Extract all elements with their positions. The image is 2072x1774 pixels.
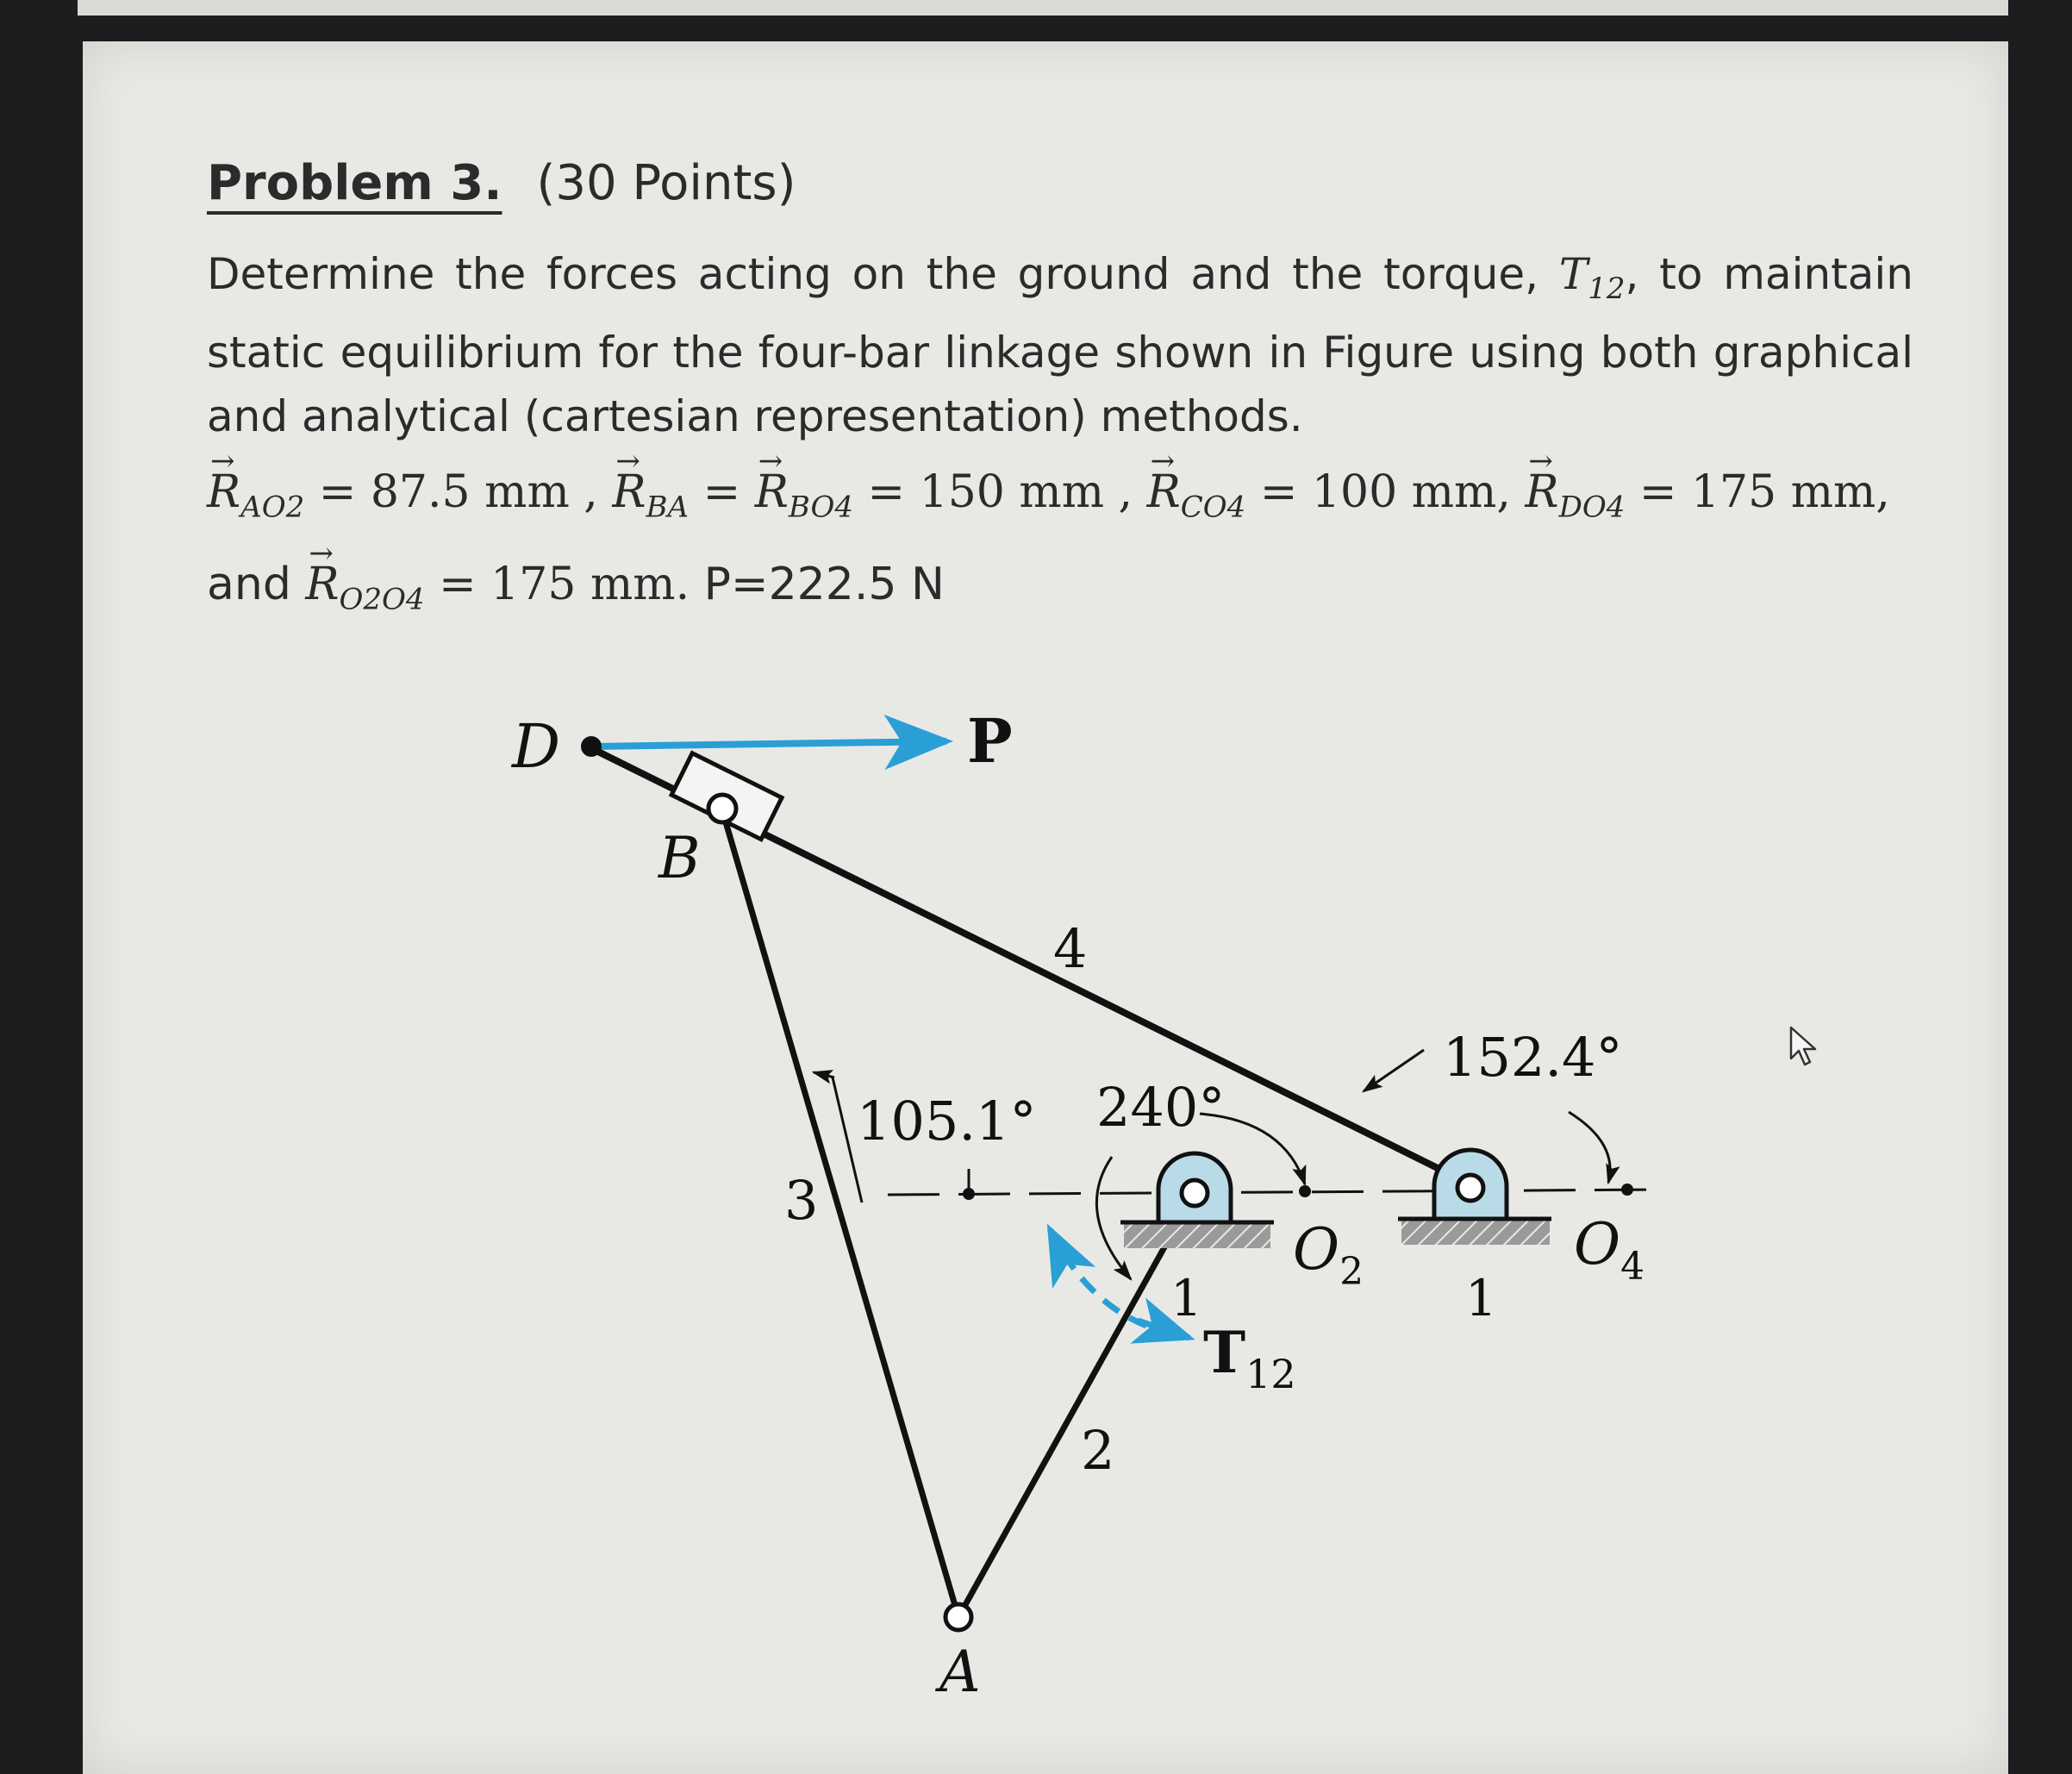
t-letter: T — [1203, 1319, 1246, 1386]
joint-a — [946, 1604, 971, 1630]
vector-subscript: CO4 — [1180, 490, 1246, 525]
label-link-3: 3 — [784, 1169, 819, 1232]
label-d: D — [512, 711, 561, 782]
r-bo4-value: = 150 mm , — [867, 466, 1133, 518]
problem-points: (30 Points) — [536, 155, 796, 211]
label-o4 — [1574, 1211, 1644, 1289]
label-t12 — [1203, 1319, 1296, 1397]
label-link-2: 2 — [1081, 1419, 1115, 1482]
o2-subscript: 2 — [1339, 1250, 1364, 1294]
angle-105-arrow — [814, 1072, 834, 1078]
label-ground-1-right: 1 — [1465, 1269, 1497, 1327]
r-o2o4-value: = 175 mm. — [439, 559, 690, 611]
label-o2 — [1293, 1216, 1364, 1294]
link-3 — [722, 810, 958, 1617]
vector-subscript: BA — [646, 490, 690, 525]
vector-symbol: R — [207, 466, 241, 518]
force-p-arrow — [593, 741, 946, 746]
o4-letter: O — [1574, 1211, 1621, 1277]
r-do4-value: = 175 mm, — [1638, 466, 1890, 518]
angle-152-leader — [1364, 1050, 1424, 1091]
o2-letter: O — [1293, 1216, 1340, 1283]
label-p: P — [967, 705, 1013, 777]
statement-part1: Determine the forces acting on the ground and the torque, — [207, 249, 1539, 299]
t-subscript: 12 — [1245, 1351, 1296, 1397]
reference-dot-middle — [1299, 1185, 1311, 1197]
reference-dot-left — [963, 1188, 975, 1200]
label-b: B — [658, 825, 701, 891]
pivot-o2 — [1120, 1153, 1274, 1248]
vector-subscript: BO4 — [788, 490, 853, 525]
r-ao2-value: = 87.5 mm , — [318, 466, 598, 518]
reference-line — [888, 1190, 1663, 1195]
label-ground-1-left: 1 — [1170, 1269, 1202, 1327]
vector-subscript: O2O4 — [339, 582, 425, 617]
joint-b — [708, 795, 736, 822]
angle-152-arc — [1569, 1112, 1610, 1183]
label-angle-240: 240° — [1096, 1076, 1226, 1139]
r-co4-value: = 100 mm, — [1259, 466, 1511, 518]
torque-letter: T — [1558, 249, 1588, 299]
vector-subscript: AO2 — [240, 490, 305, 525]
vector-symbol: R — [754, 466, 789, 518]
o4-subscript: 4 — [1620, 1245, 1645, 1289]
label-link-4: 4 — [1053, 917, 1088, 980]
link-2 — [958, 1193, 1195, 1617]
label-angle-105: 105.1° — [857, 1090, 1037, 1152]
vector-symbol: R — [1525, 466, 1559, 518]
and-word: and — [207, 559, 291, 611]
vector-symbol: R — [612, 466, 646, 518]
label-a: A — [939, 1639, 981, 1705]
vector-symbol: R — [305, 559, 340, 611]
vector-symbol: R — [1146, 466, 1181, 518]
reference-dot-right — [1621, 1184, 1633, 1196]
problem-title: Problem 3. — [207, 155, 502, 211]
label-angle-152: 152.4° — [1443, 1026, 1623, 1089]
force-value: P=222.5 N — [703, 559, 945, 611]
vector-subscript: DO4 — [1558, 490, 1626, 525]
angle-240-arc-left — [1096, 1157, 1131, 1279]
statement-part2: , to maintain static equilibrium for the four-bar linkage shown in Figure using both graphical and analytical (cartesian representation) methods. — [207, 249, 1914, 441]
torque-subscript: 12 — [1588, 272, 1626, 306]
mouse-cursor-icon — [1788, 1024, 1822, 1069]
r-ba-value: = — [702, 466, 741, 518]
pivot-o4 — [1398, 1150, 1551, 1245]
